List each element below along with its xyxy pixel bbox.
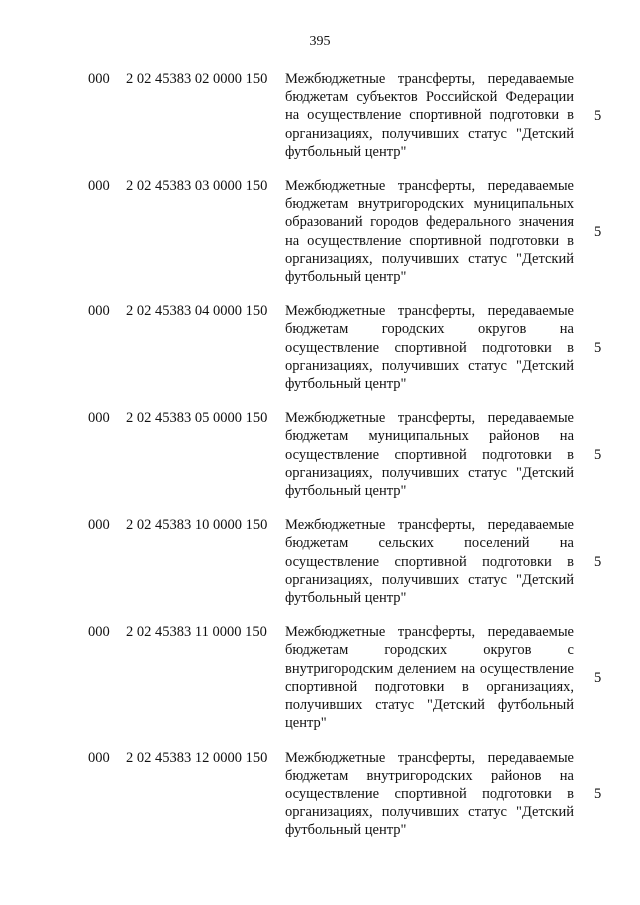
row-description: Межбюджетные трансферты, передаваемые бюджетам муниципальных районов на осуществление спортивной подготовки в организациях, получивших статус "Детский футбольный центр" [285,410,574,500]
budget-classification-code: 2 02 45383 05 0000 150 [126,410,268,427]
row-amount: 5 [594,786,602,802]
budget-classification-code: 2 02 45383 03 0000 150 [126,178,268,195]
admin-code: 000 [88,410,110,427]
table-row [0,516,640,607]
row-amount: 5 [594,669,602,686]
budget-classification-code: 2 02 45383 02 0000 150 [126,71,268,87]
budget-classification-code: 2 02 45383 12 0000 150 [126,749,268,766]
table-row [0,70,640,161]
row-description: Межбюджетные трансферты, передаваемые бюджетам городских округов на осуществление спортивной подготовки в организациях, получивших статус "Детский футбольный центр" [285,303,574,393]
admin-code: 000 [88,749,110,766]
budget-classification-code: 2 02 45383 10 0000 150 [126,517,268,534]
row-description: Межбюджетные трансферты, передаваемые бюджетам субъектов Российской Федерации на осуществление спортивной подготовки в организациях, получивших статус "Детский футбольный центр" [285,71,574,160]
table-row [0,302,640,393]
row-description: Межбюджетные трансферты, передаваемые бюджетам внутригородских муниципальных образований городов федерального значения на осуществление спортивной подготовки в организациях, получивших статус "Детский футбольный центр" [285,178,574,286]
row-amount: 5 [594,446,602,463]
row-amount: 5 [594,223,602,240]
page-number: 395 [309,34,331,49]
admin-code: 000 [88,71,110,87]
table-row [0,749,640,840]
admin-code: 000 [88,517,110,534]
table-row [0,177,640,286]
table-row [0,623,640,732]
budget-classification-code: 2 02 45383 11 0000 150 [126,624,267,641]
row-amount: 5 [594,107,602,124]
admin-code: 000 [88,624,110,641]
table-row [0,409,640,500]
admin-code: 000 [88,178,110,195]
admin-code: 000 [88,303,110,320]
row-amount: 5 [594,553,602,570]
row-description: Межбюджетные трансферты, передаваемые бюджетам внутригородских районов на осуществление спортивной подготовки в организациях, получивших статус "Детский футбольный центр" [285,749,574,839]
budget-classification-code: 2 02 45383 04 0000 150 [126,303,268,320]
budget-code-table [0,70,640,856]
row-description: Межбюджетные трансферты, передаваемые бюджетам городских округов с внутригородским делением на осуществление спортивной подготовки в организациях, получивших статус "Детский футбольный центр" [285,624,574,732]
row-description: Межбюджетные трансферты, передаваемые бюджетам сельских поселений на осуществление спортивной подготовки в организациях, получивших статус "Детский футбольный центр" [285,517,574,607]
row-amount: 5 [594,339,602,356]
